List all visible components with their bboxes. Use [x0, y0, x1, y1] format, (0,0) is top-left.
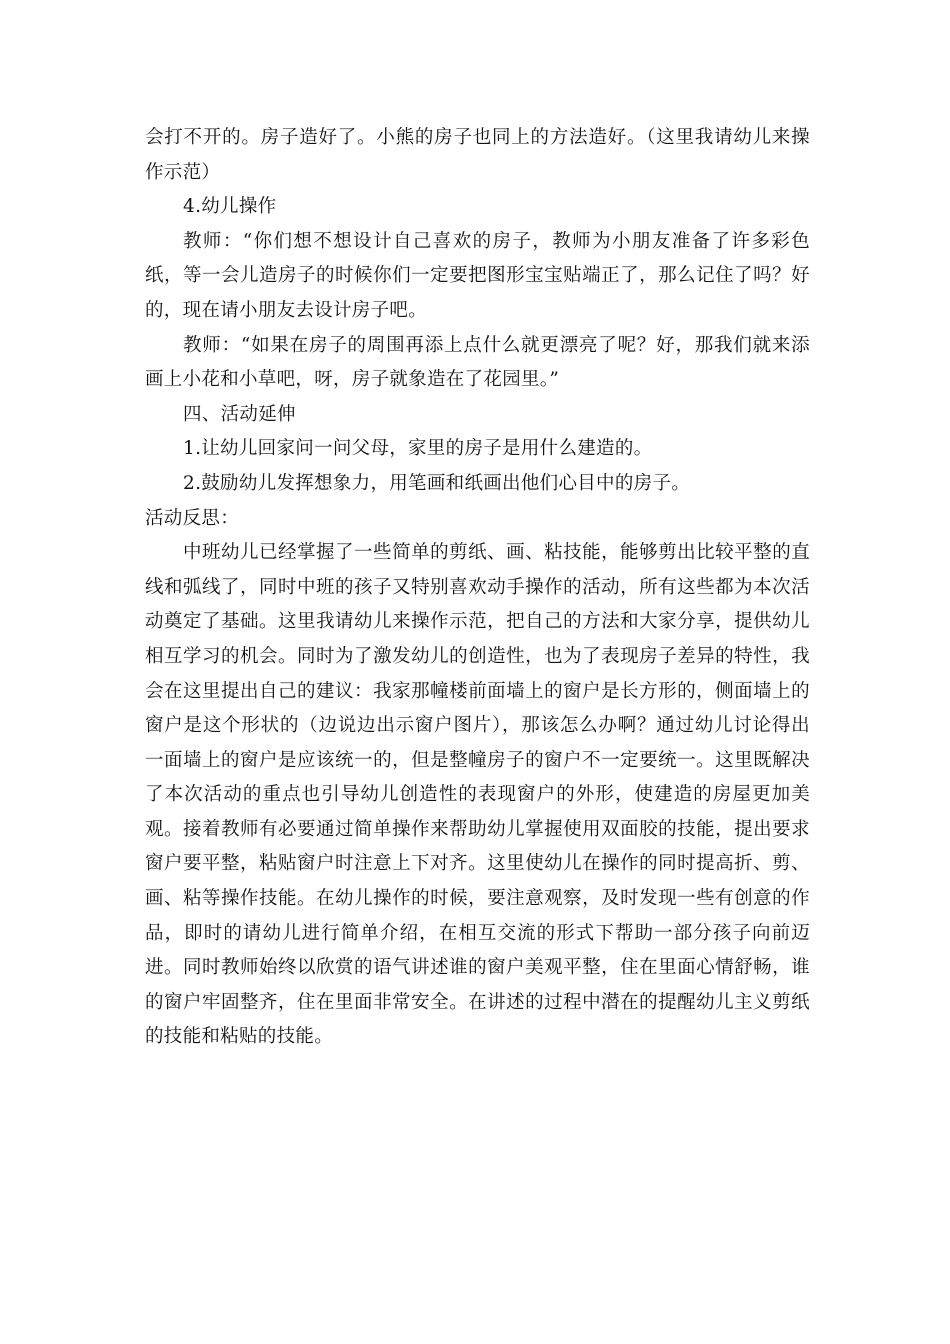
- list-item: 2.鼓励幼儿发挥想象力，用笔画和纸画出他们心目中的房子。: [183, 472, 691, 494]
- section-item-heading: 4.幼儿操作: [183, 196, 277, 218]
- reflection-body: 中班幼儿已经掌握了一些简单的剪纸、画、粘技能，能够剪出比较平整的直线和弧线了，同时中班的孩子又特别喜欢动手操作的活动，所有这些都为本次活动奠定了基础。这里我请幼儿来操作示范，把自己的方法和大家分享，提供幼儿相互学习的机会。同时为了激发幼儿的创造性，也为了表现房子差异的特性，我会在这里提出自己的建议：我家那幢楼前面墙上的窗户是长方形的，侧面墙上的窗户是这个形状的（边说边出示窗户图片），那该怎么办啊？通过幼儿讨论得出一面墙上的窗户是应该统一的，但是整幢房子的窗户不一定要统一。这里既解决了本次活动的重点也引导幼儿创造性的表现窗户的外形，使建造的房屋更加美观。接着教师有必要通过简单操作来帮助幼儿掌握使用双面胶的技能，提出要求窗户要平整，粘贴窗户时注意上下对齐。这里使幼儿在操作的同时提高折、剪、画、粘等操作技能。在幼儿操作的时候，要注意观察，及时发现一些有创意的作品，即时的请幼儿进行简单介绍，在相互交流的形式下帮助一部分孩子向前迈进。同时教师始终以欣赏的语气讲述谁的窗户美观平整，住在里面心情舒畅，谁的窗户牢固整齐，住在里面非常安全。在讲述的过程中潜在的提醒幼儿主义剪纸的技能和粘贴的技能。: [145, 542, 810, 1048]
- section-heading: 四、活动延伸: [183, 403, 296, 425]
- reflection-heading: 活动反思：: [145, 507, 240, 529]
- document-page: [145, 121, 810, 1055]
- teacher-dialogue-paragraph: 教师：“你们想不想设计自己喜欢的房子，教师为小朋友准备了许多彩色纸，等一会儿造房子的时候你们一定要把图形宝宝贴端正了，那么记住了吗？好的，现在请小朋友去设计房子吧。: [145, 230, 810, 321]
- paragraph-continuation: 会打不开的。房子造好了。小熊的房子也同上的方法造好。（这里我请幼儿来操作示范）: [145, 127, 810, 183]
- teacher-dialogue-paragraph: 教师：“如果在房子的周围再添上点什么就更漂亮了呢？好，那我们就来添画上小花和小草吧，呀，房子就象造在了花园里。”: [145, 334, 810, 391]
- list-item: 1.让幼儿回家问一问父母，家里的房子是用什么建造的。: [183, 438, 653, 460]
